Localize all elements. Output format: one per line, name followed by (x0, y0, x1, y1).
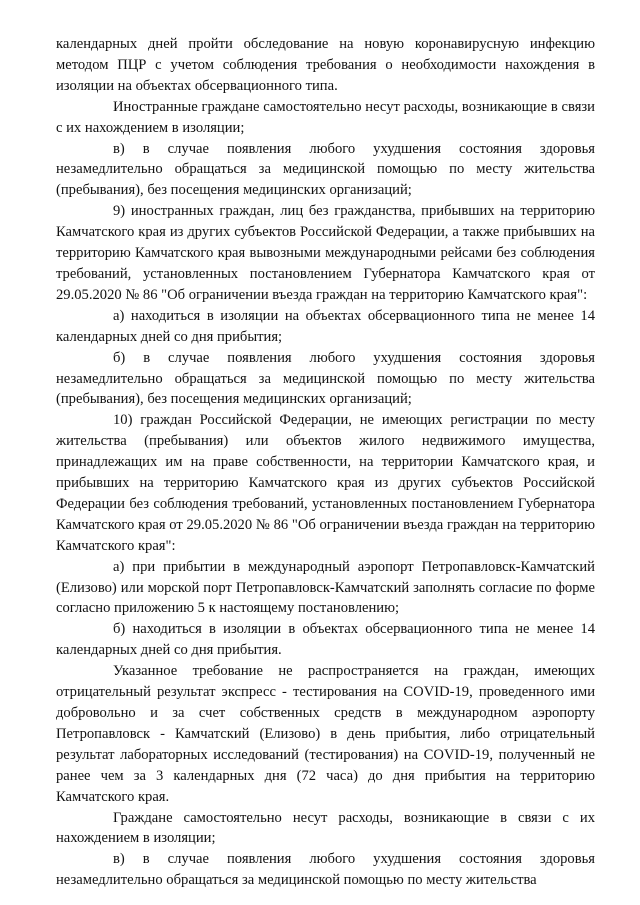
paragraph-6: б) в случае появления любого ухудшения состояния здоровья незамедлительно обращаться за медицинской помощью по месту жительства (пребывания), без посещения медицинских организаций; (56, 349, 595, 408)
paragraph-4: 9) иностранных граждан, лиц без гражданства, прибывших на территорию Камчатского края из других субъектов Российской Федерации, а также прибывших на территорию Камчатского края вывозными международными рейсами без соблюдения требований, установленных постановлением Губернатора Камчатского края от 29.05.2020 № 86 "Об ограничении въезда граждан на территорию Камчатского края": (56, 203, 595, 303)
paragraph-9: б) находиться в изоляции в объектах обсервационного типа не менее 14 календарных дней со дня прибытия. (56, 621, 595, 659)
paragraph-5: а) находиться в изоляции на объектах обсервационного типа не менее 14 календарных дней со дня прибытия; (56, 307, 595, 345)
document-body (56, 34, 595, 891)
paragraph-11: Граждане самостоятельно несут расходы, возникающие в связи с их нахождением в изоляции; (56, 809, 595, 847)
paragraph-10: Указанное требование не распространяется на граждан, имеющих отрицательный результат экспресс - тестирования на COVID-19, проведенного ими добровольно и за счет собственных средств в международном аэропорту Петропавловск - Камчатский (Елизово) в день прибытия, либо отрицательный результат лабораторных исследований (тестирования) на COVID-19, полученный не ранее чем за 3 календарных дня (72 часа) до дня прибытия на территорию Камчатского края. (56, 663, 595, 805)
paragraph-7: 10) граждан Российской Федерации, не имеющих регистрации по месту жительства (пребывания) или объектов жилого недвижимого имущества, принадлежащих им на праве собственности, на территории Камчатского края, и прибывших на территорию Камчатского края из других субъектов Российской Федерации без соблюдения требований, установленных постановлением Губернатора Камчатского края от 29.05.2020 № 86 "Об ограничении въезда граждан на территорию Камчатского края": (56, 412, 595, 554)
paragraph-8: а) при прибытии в международный аэропорт Петропавловск-Камчатский (Елизово) или морской порт Петропавловск-Камчатский заполнять согласие по форме согласно приложению 5 к настоящему постановлению; (56, 558, 595, 617)
paragraph-3: в) в случае появления любого ухудшения состояния здоровья незамедлительно обращаться за медицинской помощью по месту жительства (пребывания), без посещения медицинских организаций; (56, 140, 595, 199)
paragraph-12: в) в случае появления любого ухудшения состояния здоровья незамедлительно обращаться за медицинской помощью по месту жительства (56, 851, 595, 889)
paragraph-2: Иностранные граждане самостоятельно несут расходы, возникающие в связи с их нахождением в изоляции; (56, 98, 595, 136)
paragraph-1: календарных дней пройти обследование на новую коронавирусную инфекцию методом ПЦР с учетом соблюдения требования о необходимости нахождения в изоляции на объектах обсервационного типа. (56, 36, 595, 94)
